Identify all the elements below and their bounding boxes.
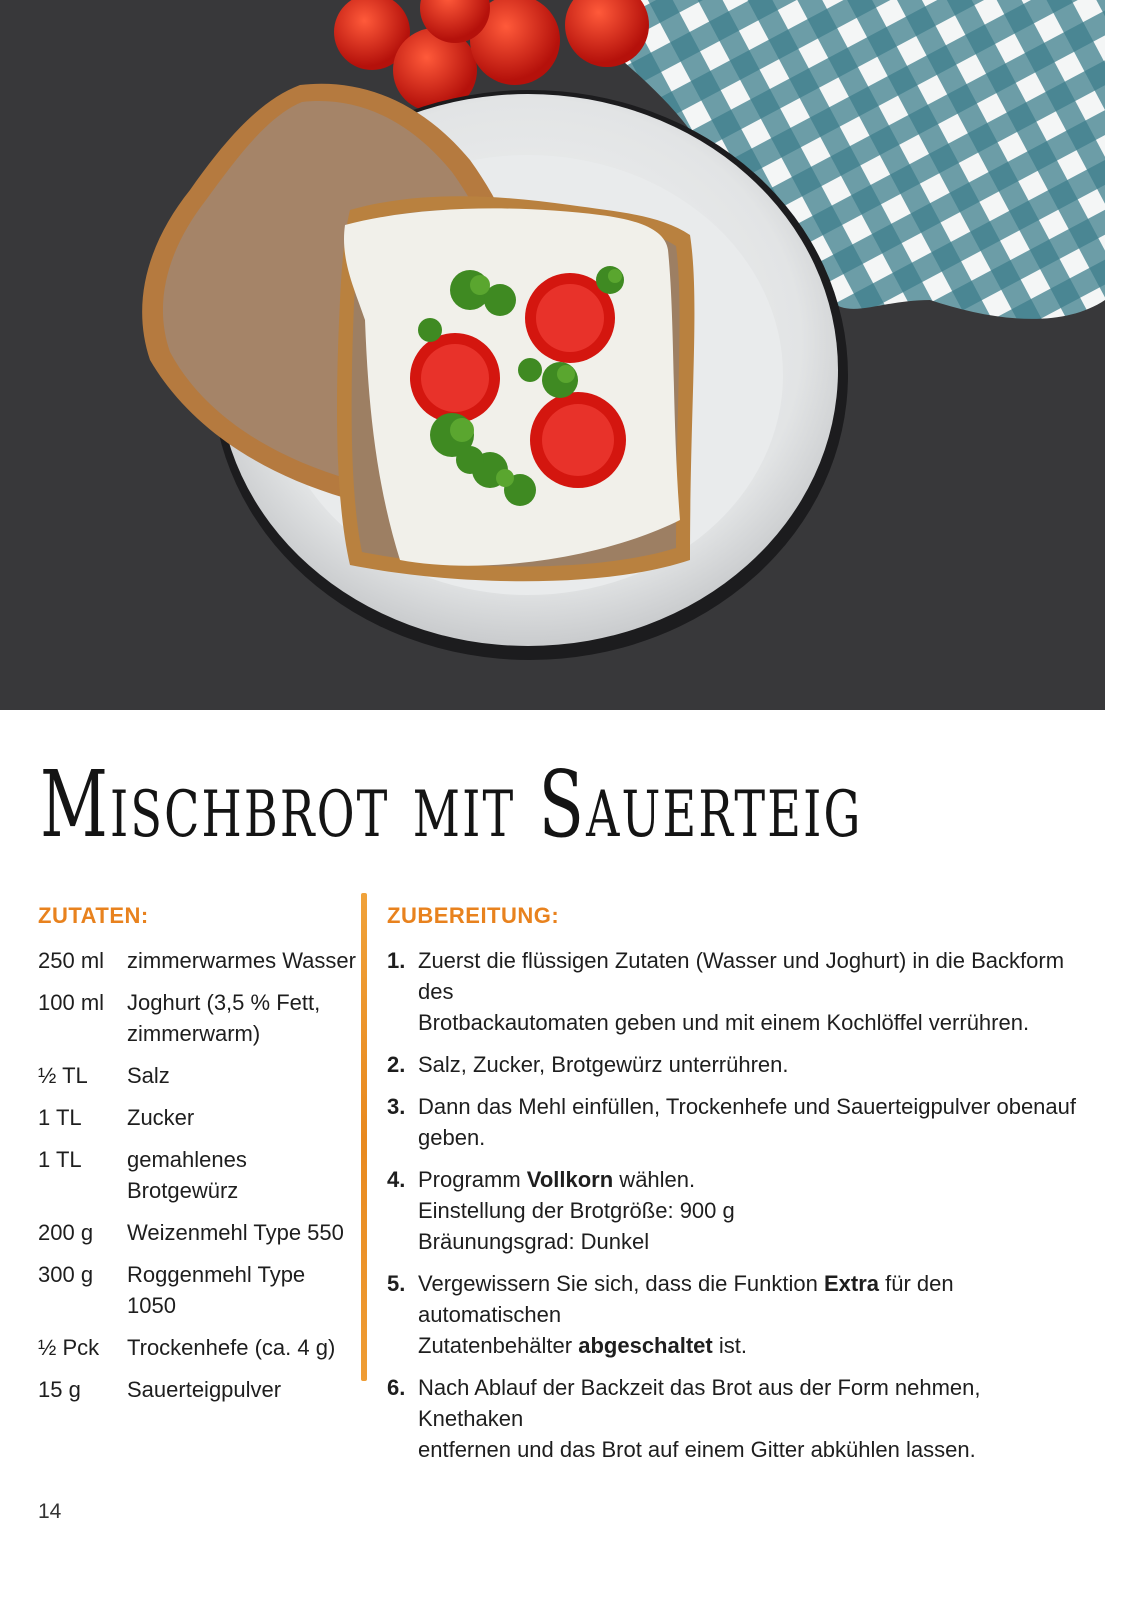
recipe-photo	[0, 0, 1105, 710]
ingredient-quantity: ½ TL	[38, 1063, 88, 1088]
ingredient-name: Joghurt (3,5 % Fett, zimmerwarm)	[127, 990, 321, 1046]
step-text	[418, 1164, 1087, 1257]
step-line: geben.	[418, 1125, 486, 1150]
ingredient-name: Zucker	[127, 1105, 195, 1130]
step-line	[418, 1268, 1087, 1330]
step-number: 6.	[387, 1375, 406, 1400]
step-fragment: Zutatenbehälter	[418, 1333, 579, 1358]
ingredient-name: Weizenmehl Type 550	[127, 1220, 344, 1245]
step-text	[418, 1372, 1087, 1465]
step-line: Nach Ablauf der Backzeit das Brot aus der Form nehmen, Knethaken	[418, 1375, 981, 1431]
step-number: 5.	[387, 1271, 406, 1296]
ingredient-quantity: 1 TL	[38, 1147, 82, 1172]
step-line: Einstellung der Brotgröße: 900 g	[418, 1198, 735, 1223]
step-line	[418, 1330, 1087, 1361]
ingredient-row	[38, 1259, 358, 1321]
steps-heading: ZUBEREITUNG:	[387, 903, 560, 928]
ingredient-quantity: 300 g	[38, 1262, 94, 1287]
page-number: 14	[38, 1500, 62, 1523]
ingredient-row	[38, 1374, 358, 1405]
step-fragment: ist.	[712, 1333, 747, 1358]
ingredient-quantity: 1 TL	[38, 1105, 82, 1130]
ingredient-row	[38, 945, 358, 976]
recipe-title: Mischbrot mit Sauerteig	[40, 751, 863, 858]
step-text	[418, 1091, 1087, 1153]
ingredient-row	[38, 1217, 358, 1248]
step-number: 3.	[387, 1094, 406, 1119]
ingredients-heading: ZUTATEN:	[38, 903, 149, 928]
ingredient-quantity: 200 g	[38, 1220, 94, 1245]
step-number: 2.	[387, 1052, 406, 1077]
ingredients-list	[38, 945, 358, 1416]
step-fragment: wählen.	[613, 1167, 696, 1192]
ingredient-name: Sauerteigpulver	[127, 1377, 282, 1402]
steps-list	[387, 945, 1087, 1476]
step-line: Zuerst die flüssigen Zutaten (Wasser und Joghurt) in die Backform des	[418, 948, 1065, 1004]
ingredient-row	[38, 987, 358, 1049]
function-state: abgeschaltet	[578, 1333, 713, 1358]
step-text	[418, 945, 1087, 1038]
step-item	[387, 945, 1087, 1038]
step-item	[387, 1372, 1087, 1465]
ingredient-name: Salz	[127, 1063, 170, 1088]
step-fragment: Programm	[418, 1167, 527, 1192]
ingredient-row	[38, 1102, 358, 1133]
step-number: 1.	[387, 948, 406, 973]
ingredient-name: Trockenhefe (ca. 4 g)	[127, 1335, 336, 1360]
step-item	[387, 1049, 1087, 1080]
column-divider	[361, 893, 367, 1381]
ingredient-quantity: 15 g	[38, 1377, 81, 1402]
step-text	[418, 1049, 1087, 1080]
step-line: Brotbackautomaten geben und mit einem Kochlöffel verrühren.	[418, 1010, 1030, 1035]
ingredient-name: zimmerwarmes Wasser	[127, 948, 356, 973]
step-number: 4.	[387, 1167, 406, 1192]
function-name: Extra	[823, 1271, 880, 1296]
step-line: Salz, Zucker, Brotgewürz unterrühren.	[418, 1052, 789, 1077]
step-line: Bräunungsgrad: Dunkel	[418, 1229, 650, 1254]
step-item	[387, 1268, 1087, 1361]
step-text	[418, 1268, 1087, 1361]
step-line: entfernen und das Brot auf einem Gitter abkühlen lassen.	[418, 1437, 976, 1462]
ingredient-row	[38, 1144, 358, 1206]
program-name: Vollkorn	[526, 1167, 614, 1192]
ingredient-quantity: 250 ml	[38, 948, 105, 973]
ingredient-quantity: 100 ml	[38, 990, 105, 1015]
ingredient-name: gemahlenes Brotgewürz	[127, 1147, 247, 1203]
step-line: Dann das Mehl einfüllen, Trockenhefe und Sauerteigpulver obenauf	[418, 1094, 1077, 1119]
step-item	[387, 1091, 1087, 1153]
step-fragment: Vergewissern Sie sich, dass die Funktion	[418, 1271, 824, 1296]
ingredient-row	[38, 1060, 358, 1091]
step-item	[387, 1164, 1087, 1257]
step-fragment: für den automatischen	[418, 1271, 954, 1327]
step-line	[418, 1164, 1087, 1195]
ingredient-name: Roggenmehl Type 1050	[127, 1262, 306, 1318]
ingredient-row	[38, 1332, 358, 1363]
ingredient-quantity: ½ Pck	[38, 1335, 100, 1360]
